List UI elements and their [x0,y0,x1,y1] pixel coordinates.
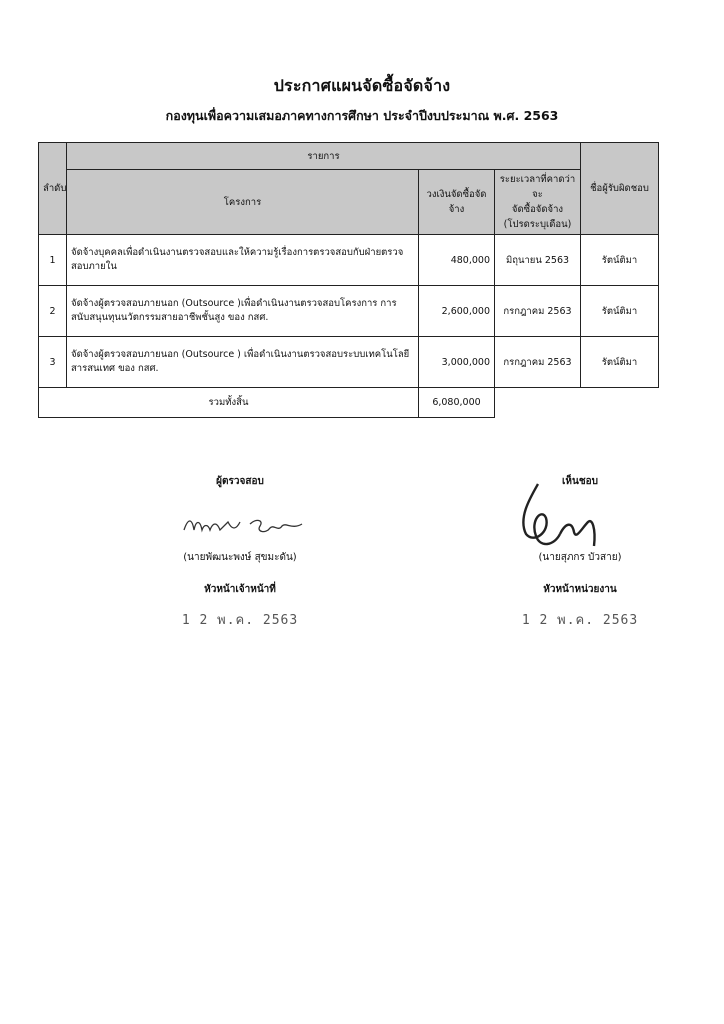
table-row [39,235,659,286]
reviewer-signature-block [140,474,340,489]
row-owner: รัตน์ติมา [581,235,659,286]
reviewer-name: (นายพัฒนะพงษ์ สุขมะดัน) [183,552,297,563]
header-group: รายการ [67,143,581,170]
header-period [495,170,581,235]
row-budget: 3,000,000 [419,337,495,388]
header-no: ลำดับ [39,143,67,235]
table-row [39,286,659,337]
approver-date: 1 2 พ.ค. 2563 [521,613,639,628]
reviewer-role: ผู้ตรวจสอบ [216,476,264,487]
row-no: 1 [39,235,67,286]
header-owner: ชื่อผู้รับผิดชอบ [581,143,659,235]
approver-role: เห็นชอบ [562,476,598,487]
row-owner: รัตน์ติมา [581,337,659,388]
total-value: 6,080,000 [419,388,495,418]
row-budget: 480,000 [419,235,495,286]
header-period-line3: (โปรดระบุเดือน) [503,219,572,230]
row-no: 3 [39,337,67,388]
row-budget: 2,600,000 [419,286,495,337]
page-title: ประกาศแผนจัดซื้อจัดจ้าง [273,76,451,95]
table-header-row-1 [39,143,659,170]
row-project: จัดจ้างบุคคลเพื่อดำเนินงานตรวจสอบและให้ความรู้เรื่องการตรวจสอบกับฝ่ายตรวจสอบภายใน [67,235,419,286]
row-owner: รัตน์ติมา [581,286,659,337]
header-period-line1: ระยะเวลาที่คาดว่าจะ [499,174,576,200]
total-row [39,388,659,418]
row-period: มิถุนายน 2563 [495,235,581,286]
table-header-row-2 [39,170,659,235]
header-project: โครงการ [67,170,419,235]
approver-name: (นายสุภกร บัวสาย) [538,552,622,563]
procurement-plan-table [38,142,659,418]
row-project: จัดจ้างผู้ตรวจสอบภายนอก (Outsource )เพื่อดำเนินงานตรวจสอบโครงการ การสนับสนุนทุนนวัตกรรมสายอาชีพชั้นสูง ของ กสศ. [67,286,419,337]
reviewer-position: หัวหน้าเจ้าหน้าที่ [204,584,276,595]
row-no: 2 [39,286,67,337]
row-period: กรกฎาคม 2563 [495,286,581,337]
approver-position: หัวหน้าหน่วยงาน [543,584,617,595]
header-budget: วงเงินจัดซื้อจัด จ้าง [419,170,495,235]
page-subtitle: กองทุนเพื่อความเสมอภาคทางการศึกษา ประจำปีงบประมาณ พ.ศ. 2563 [165,108,559,123]
row-project: จัดจ้างผู้ตรวจสอบภายนอก (Outsource ) เพื่อดำเนินงานตรวจสอบระบบเทคโนโลยีสารสนเทศ ของ กสศ. [67,337,419,388]
total-label: รวมทั้งสิ้น [39,388,419,418]
reviewer-handwritten-signature [180,508,310,542]
reviewer-date: 1 2 พ.ค. 2563 [181,613,299,628]
approver-handwritten-signature [510,478,620,558]
header-period-line2: จัดซื้อจัดจ้าง [511,204,564,215]
table-row [39,337,659,388]
row-period: กรกฎาคม 2563 [495,337,581,388]
